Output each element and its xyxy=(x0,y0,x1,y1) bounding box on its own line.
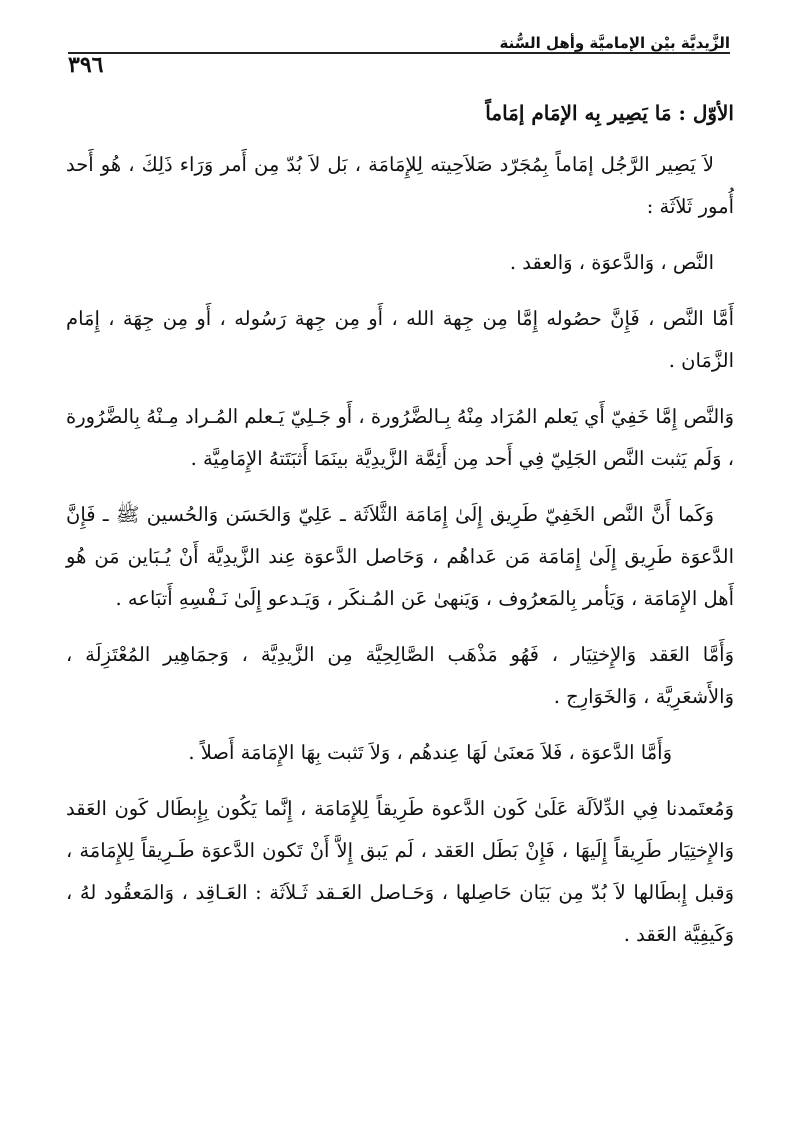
page-body xyxy=(66,92,734,970)
page-number: ٣٩٦ xyxy=(68,52,104,78)
paragraph-dawa: وَكَما أَنَّ النَّص الخَفِيّ طَرِيق إِلَىٰ إِمَامَة الثَّلاَثَة ـ عَلِيّ وَالحَسَن وَالحُسين ﷺ ـ فَإِنَّ الدَّعوَة طَرِيق إِلَىٰ إِمَامَة مَن عَداهُم ، وَحَاصل الدَّعوَة عِند الزَّيدِيَّة أَنْ يُـبَاين مَن هُو أَهل الإِمَامَة ، وَيَأمر بِالمَعرُوف ، وَيَنهىٰ عَن المُـنكَر ، وَيَـدعو إِلَىٰ نَـفْسِهِ أَتبَاعه . xyxy=(66,503,734,610)
paragraph-aqd: وَأَمَّا العَقد وَالإِختِيَار ، فَهُو مَذْهَب الصَّالِحِيَّة مِن الزَّيدِيَّة ، وَجمَاهِير المُعْتَزِلَة ، وَالأَشعَرِيَّة ، وَالخَوَارِج . xyxy=(66,643,734,708)
paragraph-nass: أَمَّا النَّص ، فَإِنَّ حصُوله إِمَّا مِن جِهة الله ، أَو مِن جِهة رَسُوله ، أَو مِن جِهَة ، إِمَام الزَّمَان . xyxy=(66,307,734,372)
paragraph-dawa-rejected: وَأَمَّا الدَّعوَة ، فَلاَ مَعنَىٰ لَهَا عِندهُم ، وَلاَ تَثبت بِهَا الإِمَامَة أَصلاً . xyxy=(188,741,672,764)
page-header xyxy=(68,30,730,78)
section-heading: الأوّل : مَا يَصِير بِه الإمَام إمَاماً xyxy=(485,101,734,125)
paragraph-evidence: وَمُعتَمدنا فِي الدِّلاَلَة عَلَىٰ كَون الدَّعوة طَرِيقاً لِلإِمَامَة ، إِنَّما يَكُون بِإِبطَال كَون العَقد وَالإِختِيَار طَرِيقاً إِلَيهَا ، فَإِنْ بَطَل العَقد ، لَم يَبق إِلاَّ أَنْ تَكون الدَّعوَة طَـرِيقاً لِلإِمَامَة ، وَقبل إِبطَالها لاَ بُدّ مِن بَيَان حَاصِلها ، وَحَـاصل العَـقد ثَـلاَثَة : العَـاقِد ، وَالمَعقُود لهُ ، وَكَيفِيَّة العَقد . xyxy=(66,797,734,946)
running-title: الزَّيديَّة بيْن الإماميَّة وأهل السُّنة xyxy=(499,34,730,52)
header-divider xyxy=(68,52,730,54)
paragraph-list: النَّص ، وَالدَّعوَة ، وَالعقد . xyxy=(509,251,714,274)
paragraph-intro: لاَ يَصِير الرَّجُل إمَاماً بِمُجَرّد صَلاَحِيته لِلإِمَامَة ، بَل لاَ بُدّ مِن أَمر وَرَاء ذَلِكَ ، هُو أَحد أُمور ثَلاَثَة : xyxy=(66,153,734,218)
paragraph-nass-types: وَالنَّص إِمَّا خَفِيّ أَي يَعلم المُرَاد مِنْهُ بِـالضَّرُورة ، أَو جَـلِيّ يَـعلم المُـراد مِـنْهُ بِالضَّرُورة ، وَلَم يَثبت النَّص الجَلِيّ فِي أَحد مِن أَئِمَّة الزَّيدِيَّة بينَمَا أَثبَتَتهُ الإِمَامِيَّة . xyxy=(66,405,734,470)
